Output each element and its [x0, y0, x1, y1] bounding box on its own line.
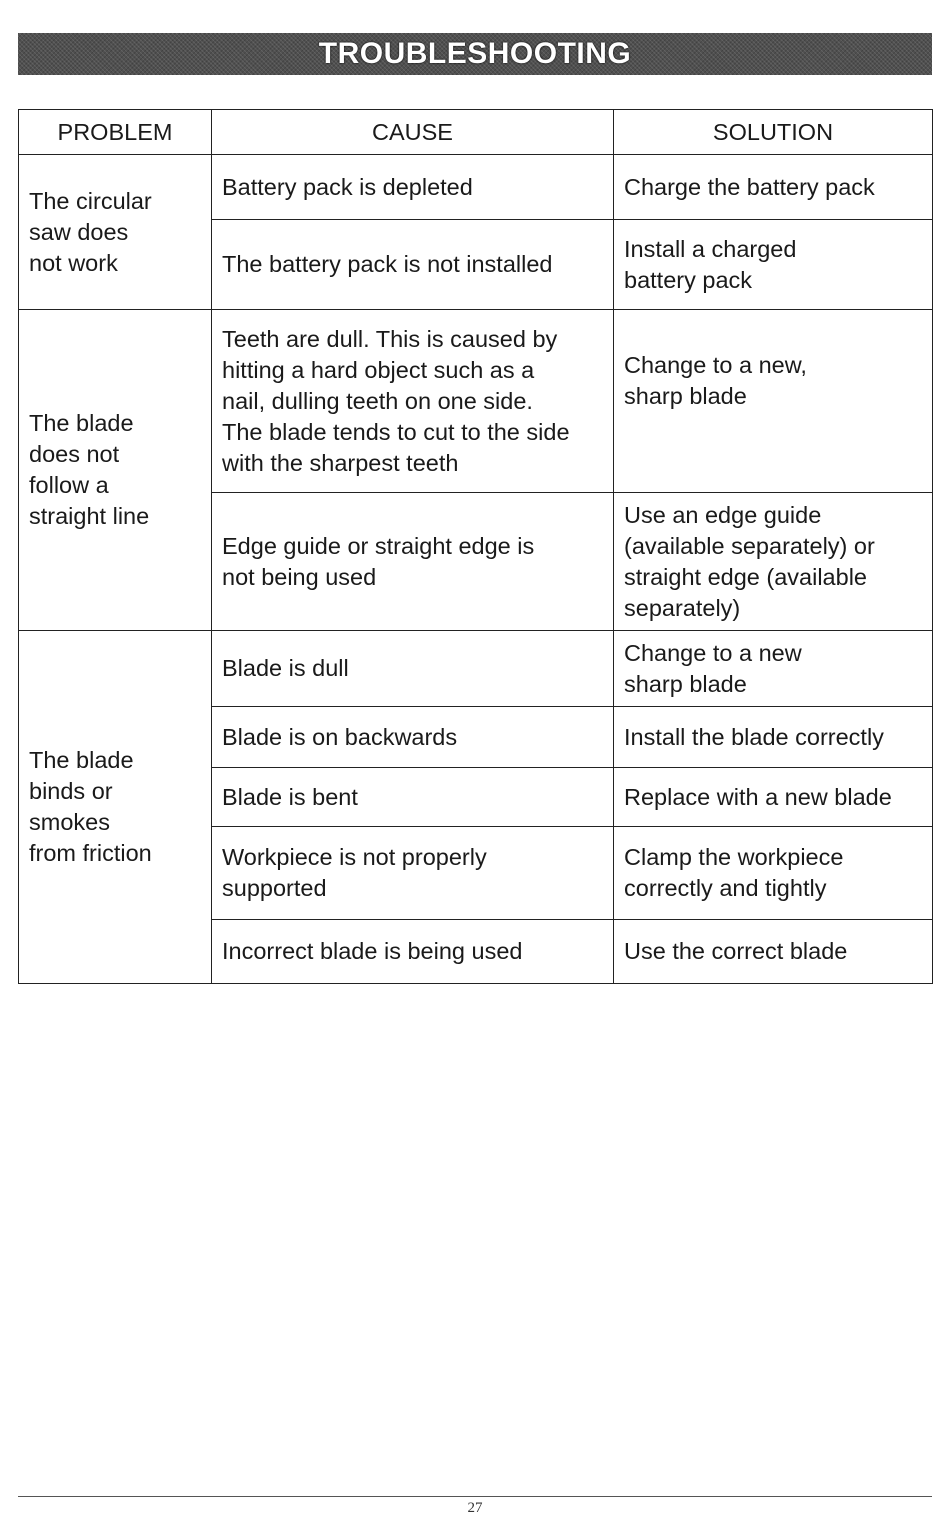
solution-cell [614, 493, 933, 631]
solution-text: Clamp the workpiece correctly and tightly [624, 844, 844, 901]
table-row [19, 155, 933, 220]
cause-text: Workpiece is not properly supported [222, 844, 487, 901]
cause-text: Incorrect blade is being used [222, 938, 523, 964]
solution-text: Replace with a new blade [624, 783, 892, 810]
problem-cell [19, 310, 212, 631]
cause-text: Edge guide or straight edge is not being used [222, 532, 535, 590]
page-title: TROUBLESHOOTING [318, 37, 632, 70]
cause-cell [212, 220, 614, 310]
cause-cell [212, 920, 614, 984]
problem-text: The blade binds or smokes from friction [29, 747, 152, 866]
solution-text: Use an edge guide (available separately) or straight edge (available separately) [624, 501, 875, 621]
solution-text: Charge the battery pack [624, 173, 875, 200]
solution-cell [614, 707, 933, 768]
cause-cell [212, 493, 614, 631]
problem-text: The blade does not follow a straight line [29, 410, 150, 529]
section-banner [18, 33, 932, 75]
header-problem: PROBLEM [19, 110, 212, 155]
problem-cell [19, 631, 212, 984]
cause-text: Battery pack is depleted [222, 173, 473, 200]
solution-text: Use the correct blade [624, 938, 848, 964]
cause-text: Blade is bent [222, 783, 358, 810]
solution-cell [614, 631, 933, 707]
cause-text: The battery pack is not installed [222, 251, 553, 277]
cause-cell [212, 707, 614, 768]
cause-text: Blade is dull [222, 655, 349, 681]
solution-cell [614, 768, 933, 827]
cause-text: Teeth are dull. This is caused by hitting a hard object such as a nail, dulling teeth on one side. The blade tends to cut to the side with the sharpest teeth [222, 325, 570, 476]
solution-cell [614, 220, 933, 310]
troubleshooting-table [18, 109, 933, 984]
solution-cell [614, 310, 933, 493]
solution-text: Install a charged battery pack [624, 235, 797, 293]
footer-divider [18, 1496, 932, 1497]
header-cause: CAUSE [212, 110, 614, 155]
table-header-row [19, 110, 933, 155]
solution-cell [614, 827, 933, 920]
problem-text: The circular saw does not work [29, 187, 152, 276]
solution-text: Change to a new sharp blade [624, 639, 802, 697]
header-solution: SOLUTION [614, 110, 933, 155]
problem-cell [19, 155, 212, 310]
table-row [19, 631, 933, 707]
page-number: 27 [467, 1500, 483, 1516]
solution-text: Install the blade correctly [624, 723, 884, 750]
solution-cell [614, 920, 933, 984]
cause-cell [212, 827, 614, 920]
cause-text: Blade is on backwards [222, 723, 458, 750]
table-row [19, 310, 933, 493]
solution-text: Change to a new, sharp blade [624, 352, 807, 409]
cause-cell [212, 768, 614, 827]
solution-cell [614, 155, 933, 220]
cause-cell [212, 310, 614, 493]
cause-cell [212, 631, 614, 707]
cause-cell [212, 155, 614, 220]
